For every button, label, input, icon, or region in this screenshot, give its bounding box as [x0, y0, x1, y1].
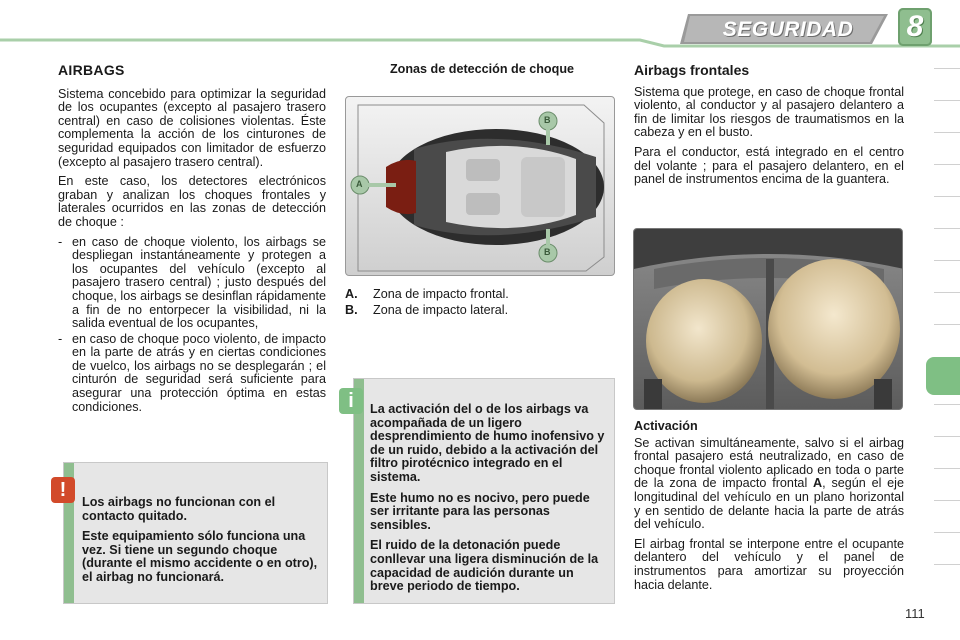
- list-item-text: en caso de choque poco violento, de impacto en la parte de atrás y en ciertas condiciones de vuelco, los airbags no se desplegarán ; el cinturón de seguridad será suficiente para asegurar una protección óptima en estas condiciones.: [72, 331, 326, 414]
- chapter-tab[interactable]: [934, 404, 960, 432]
- warning-text: [82, 496, 320, 592]
- warning-icon: !: [51, 477, 75, 503]
- subsection-title: Activación: [634, 419, 698, 433]
- info-text: [370, 403, 608, 601]
- chapter-tab[interactable]: [934, 532, 960, 560]
- paragraph: Para el conductor, está integrado en el centro del volante ; para el pasajero delantero, en el panel de instrumentos encima de la guantera.: [634, 144, 904, 187]
- list-item-text: en caso de choque violento, los airbags se despliegan instantáneamente y protegen a los ocupantes del vehículo (excepto al pasajero trasero central) ; justo después del choque, los airbags se desinflan rápidamente a fin de no entorpecer la visibilidad, ni la salida eventual de los ocupantes,: [72, 234, 326, 331]
- zone-legend: [345, 286, 615, 318]
- chapter-tab[interactable]: [934, 324, 960, 352]
- legend-text: Zona de impacto frontal.: [373, 287, 509, 301]
- legend-text: Zona de impacto lateral.: [373, 303, 509, 317]
- zone-reference: A: [813, 476, 823, 491]
- list-item: [58, 236, 326, 331]
- paragraph: [634, 437, 904, 532]
- airbags-section: [58, 64, 326, 416]
- legend-row: [345, 286, 615, 302]
- front-airbags-section: [634, 64, 904, 193]
- activation-section: [634, 420, 904, 598]
- chapter-tab[interactable]: [934, 196, 960, 224]
- chapter-tabs: [930, 68, 960, 628]
- warning-line: Este equipamiento sólo funciona una vez. Si tiene un segundo choque (durante el mismo accidente o en otro), el airbag no funcionará.: [82, 529, 318, 584]
- car-top-view: [346, 97, 616, 277]
- crash-zones-illustration: [345, 96, 615, 276]
- info-paragraph: Este humo no es nocivo, pero puede ser irritante para las personas sensibles.: [370, 490, 590, 532]
- list-dash: -: [58, 331, 63, 346]
- legend-key: A.: [345, 287, 358, 301]
- paragraph-part: , según el eje longitudinal del vehículo en un plano horizontal y en sentido de delante hacia la parte de atrás del vehículo.: [634, 476, 904, 532]
- image-title: Zonas de detección de choque: [389, 62, 575, 76]
- paragraph: El airbag frontal se interpone entre el ocupante delantero del vehículo y el panel de instrumentos para amortizar su proyección hacia delante.: [634, 536, 904, 592]
- chapter-tab[interactable]: [934, 260, 960, 288]
- front-airbags-illustration: [633, 228, 903, 410]
- warning-line: Los airbags no funcionan con el contacto quitado.: [82, 495, 276, 523]
- chapter-tab[interactable]: [934, 564, 960, 592]
- active-chapter-tab[interactable]: [926, 357, 960, 395]
- list-dash: -: [58, 234, 63, 249]
- chapter-title: SEGURIDAD: [722, 18, 854, 41]
- zone-label-b: B: [544, 247, 551, 257]
- zone-label-b: B: [544, 115, 551, 125]
- paragraph: Sistema concebido para optimizar la seguridad de los ocupantes (excepto al pasajero trasero central) en caso de colisiones violentas. Éste complementa la acción de los cinturones de seguridad equipados con limitador de esfuerzo (excepto al pasajero trasero central).: [58, 86, 326, 169]
- chapter-tab[interactable]: [934, 500, 960, 528]
- paragraph-part: Se activan simultáneamente, salvo si el airbag frontal pasajero está neutralizado, en caso de choque frontal violento aplicado en toda o parte de la zona de impacto frontal: [634, 435, 904, 491]
- chapter-tab[interactable]: [934, 132, 960, 160]
- chapter-tab[interactable]: [934, 292, 960, 320]
- page-number: 111: [905, 606, 925, 621]
- chapter-tab[interactable]: [934, 164, 960, 192]
- chapter-tab[interactable]: [934, 228, 960, 256]
- legend-key: B.: [345, 303, 358, 317]
- zone-label-a: A: [356, 179, 363, 189]
- info-icon: i: [339, 388, 363, 414]
- paragraph: Sistema que protege, en caso de choque frontal violento, al conductor y al pasajero delantero a fin de limitar los riesgos de traumatismos en la cabeza y en el busto.: [634, 84, 904, 140]
- section-title: Airbags frontales: [634, 62, 750, 78]
- info-paragraph: El ruido de la detonación puede conllevar una ligera disminución de la capacidad de audición durante un breve periodo de tiempo.: [370, 538, 599, 594]
- info-paragraph: La activación del o de los airbags va acompañada de un ligero desprendimiento de humo inofensivo y de un ruido, debido a la activación del filtro pirotécnico integrado en el sistema.: [370, 402, 605, 484]
- airbags-deployed: [634, 229, 903, 410]
- legend-row: [345, 302, 615, 318]
- section-title: AIRBAGS: [58, 62, 125, 78]
- chapter-tab[interactable]: [934, 68, 960, 96]
- paragraph: En este caso, los detectores electrónicos graban y analizan los choques frontales y laterales ocurridos en las zonas de detección de choque :: [58, 174, 326, 229]
- chapter-number: 8: [898, 8, 932, 46]
- chapter-tab[interactable]: [934, 468, 960, 496]
- list-item: [58, 333, 326, 415]
- chapter-tab[interactable]: [934, 436, 960, 464]
- chapter-tab[interactable]: [934, 100, 960, 128]
